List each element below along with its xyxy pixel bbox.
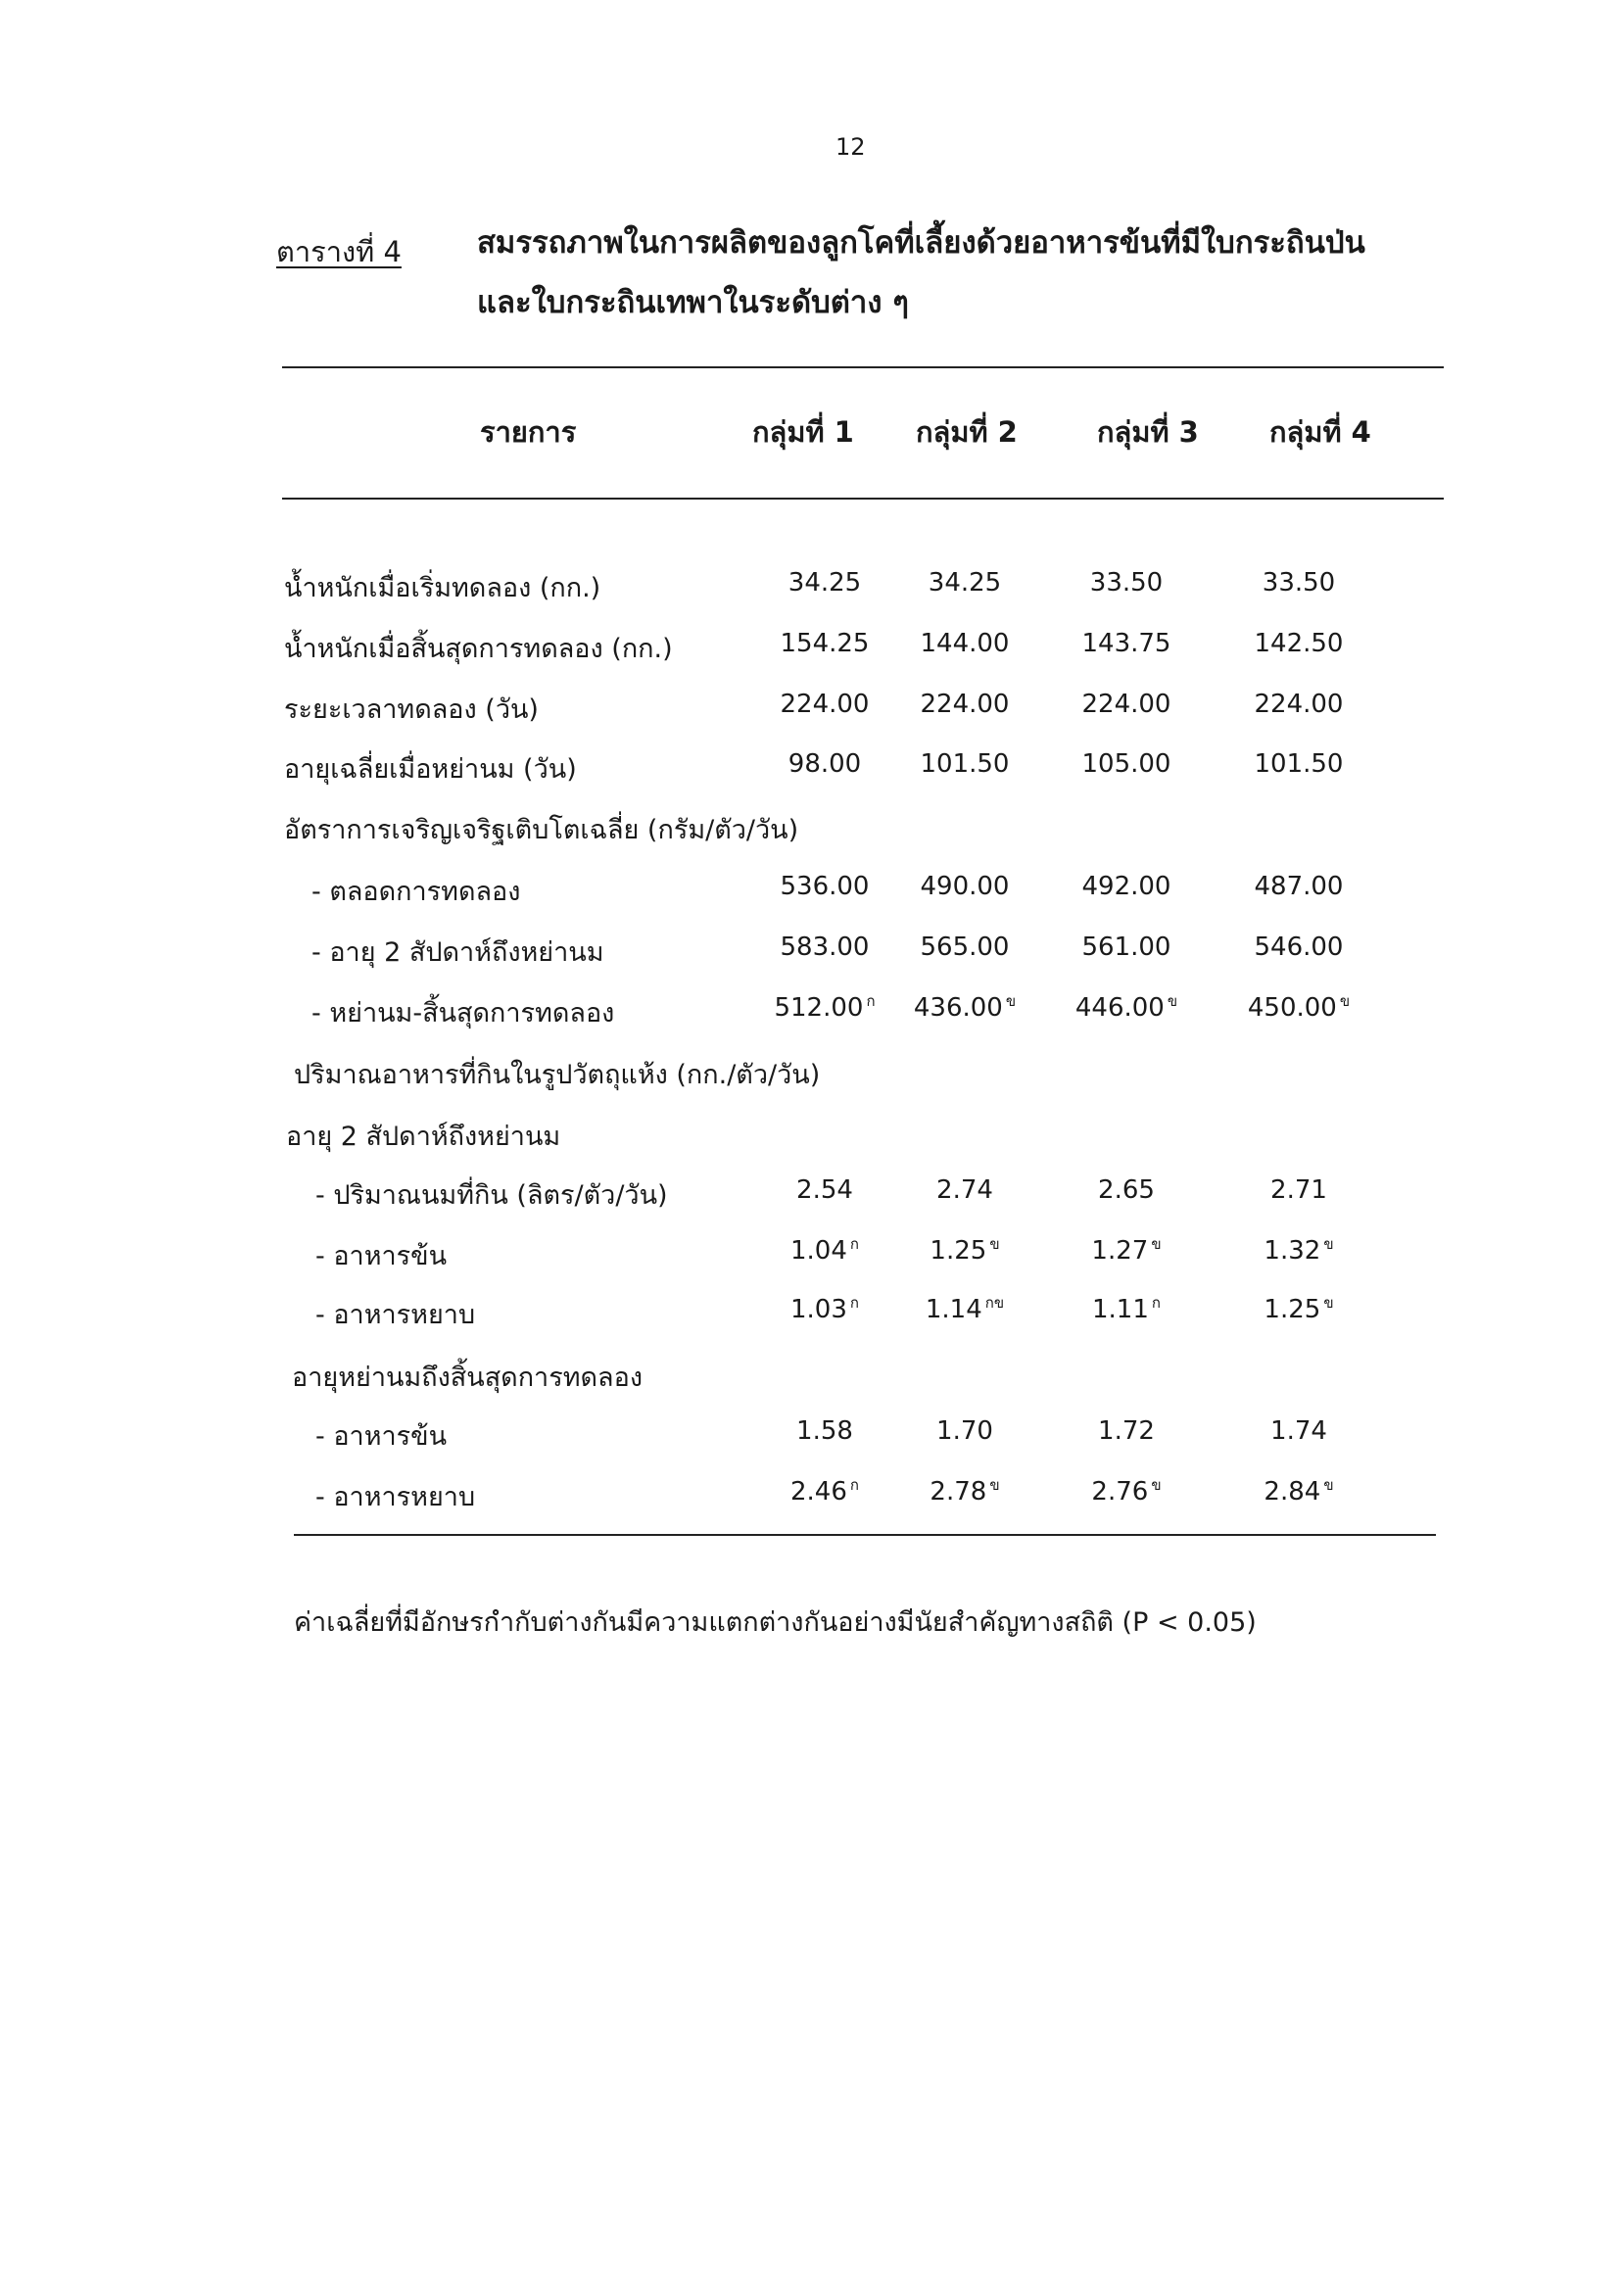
- significance-letter: ก: [866, 992, 876, 1011]
- table-cell: [751, 568, 898, 598]
- row-label: - อาหารข้น: [315, 1241, 448, 1271]
- cell-value: 1.25: [930, 1236, 987, 1266]
- table-cell: [891, 933, 1038, 962]
- cell-value: 2.74: [936, 1175, 993, 1205]
- row-label: - อาหารหยาบ: [315, 1300, 476, 1330]
- table-bottom-rule: [294, 1534, 1436, 1536]
- cell-value: 144.00: [920, 629, 1010, 658]
- cell-value: 224.00: [780, 690, 870, 719]
- cell-value: 446.00: [1074, 993, 1165, 1023]
- row-label: ระยะเวลาทดลอง (วัน): [284, 694, 539, 725]
- table-cell: [751, 1295, 898, 1324]
- cell-value: 98.00: [787, 749, 862, 779]
- header-group-2: กลุ่มที่ 2: [916, 415, 1018, 449]
- cell-value: 546.00: [1254, 933, 1344, 962]
- cell-value: 1.72: [1098, 1416, 1155, 1446]
- cell-value: 33.50: [1262, 568, 1336, 598]
- significance-letter: ข: [989, 1476, 1000, 1495]
- table-cell: [1225, 933, 1372, 962]
- row-label: - อาหารข้น: [315, 1421, 448, 1452]
- cell-value: 1.04: [790, 1236, 847, 1266]
- row-label: อัตราการเจริญเจริฐเติบโตเฉลี่ย (กรัม/ตัว/วัน): [284, 815, 799, 845]
- cell-value: 101.50: [920, 749, 1010, 779]
- table-cell: [1053, 1236, 1200, 1266]
- table-cell: [751, 1416, 898, 1446]
- significance-letter: ข: [1151, 1235, 1162, 1254]
- significance-letter: ข: [1323, 1476, 1334, 1495]
- cell-value: 154.25: [780, 629, 870, 658]
- table-cell: [891, 993, 1038, 1023]
- significance-letter: ก: [849, 1476, 859, 1495]
- significance-letter: ข: [1323, 1294, 1334, 1313]
- table-cell: [1053, 1416, 1200, 1446]
- row-label: น้ำหนักเมื่อสิ้นสุดการทดลอง (กก.): [284, 634, 673, 664]
- cell-value: 512.00: [774, 993, 864, 1023]
- row-label: - หย่านม-สิ้นสุดการทดลอง: [311, 998, 615, 1028]
- table-cell: [751, 993, 898, 1023]
- table-title-line-2: และใบกระถินเทพาในระดับต่าง ๆ: [477, 285, 909, 320]
- cell-value: 492.00: [1081, 872, 1171, 901]
- cell-value: 34.25: [928, 568, 1002, 598]
- cell-value: 561.00: [1081, 933, 1171, 962]
- cell-value: 1.70: [936, 1416, 993, 1446]
- significance-letter: ข: [1151, 1476, 1162, 1495]
- table-cell: [1053, 629, 1200, 658]
- cell-value: 1.74: [1270, 1416, 1327, 1446]
- table-cell: [1053, 690, 1200, 719]
- row-label: - ปริมาณนมที่กิน (ลิตร/ตัว/วัน): [315, 1180, 668, 1211]
- cell-value: 33.50: [1089, 568, 1164, 598]
- table-cell: [1053, 933, 1200, 962]
- table-cell: [891, 568, 1038, 598]
- row-label: อายุหย่านมถึงสิ้นสุดการทดลอง: [292, 1363, 644, 1393]
- table-cell: [891, 1477, 1038, 1507]
- significance-letter: ข: [1339, 992, 1351, 1011]
- table-top-rule: [282, 366, 1444, 368]
- header-group-3: กลุ่มที่ 3: [1097, 415, 1199, 449]
- table-cell: [1225, 629, 1372, 658]
- cell-value: 536.00: [780, 872, 870, 901]
- table-cell: [1225, 749, 1372, 779]
- table-cell: [1225, 872, 1372, 901]
- table-cell: [751, 1477, 898, 1507]
- significance-letter: ข: [1167, 992, 1178, 1011]
- cell-value: 1.32: [1264, 1236, 1321, 1266]
- table-label: ตารางที่ 4: [276, 235, 402, 268]
- cell-value: 2.84: [1264, 1477, 1321, 1507]
- table-cell: [1053, 568, 1200, 598]
- cell-value: 224.00: [1254, 690, 1344, 719]
- table-cell: [891, 629, 1038, 658]
- cell-value: 34.25: [787, 568, 862, 598]
- header-group-4: กลุ่มที่ 4: [1269, 415, 1371, 449]
- row-label: น้ำหนักเมื่อเริ่มทดลอง (กก.): [284, 573, 601, 603]
- table-cell: [1225, 993, 1372, 1023]
- cell-value: 2.54: [796, 1175, 853, 1205]
- cell-value: 490.00: [920, 872, 1010, 901]
- table-cell: [891, 1416, 1038, 1446]
- cell-value: 583.00: [780, 933, 870, 962]
- row-label: - ตลอดการทดลอง: [311, 877, 521, 907]
- table-cell: [751, 690, 898, 719]
- significance-letter: ก: [849, 1235, 859, 1254]
- table-title-line-1: สมรรถภาพในการผลิตของลูกโคที่เลี้ยงด้วยอาหารข้นที่มีใบกระถินป่น: [477, 225, 1365, 261]
- table-cell: [891, 872, 1038, 901]
- cell-value: 101.50: [1254, 749, 1344, 779]
- cell-value: 1.25: [1264, 1295, 1321, 1324]
- table-cell: [1225, 1477, 1372, 1507]
- cell-value: 1.03: [790, 1295, 847, 1324]
- cell-value: 105.00: [1081, 749, 1171, 779]
- table-cell: [751, 749, 898, 779]
- cell-value: 450.00: [1247, 993, 1337, 1023]
- table-cell: [891, 1175, 1038, 1205]
- cell-value: 224.00: [920, 690, 1010, 719]
- cell-value: 436.00: [913, 993, 1003, 1023]
- footnote: ค่าเฉลี่ยที่มีอักษรกำกับต่างกันมีความแตกต่างกันอย่างมีนัยสำคัญทางสถิติ (P < 0.05): [294, 1607, 1257, 1638]
- header-bottom-rule: [282, 498, 1444, 500]
- cell-value: 2.65: [1098, 1175, 1155, 1205]
- cell-value: 224.00: [1081, 690, 1171, 719]
- significance-letter: ข: [989, 1235, 1000, 1254]
- cell-value: 2.71: [1270, 1175, 1327, 1205]
- row-label: ปริมาณอาหารที่กินในรูปวัตถุแห้ง (กก./ตัว/วัน): [294, 1060, 821, 1090]
- table-cell: [1053, 993, 1200, 1023]
- cell-value: 1.11: [1092, 1295, 1149, 1324]
- table-cell: [751, 933, 898, 962]
- cell-value: 2.46: [790, 1477, 847, 1507]
- table-cell: [1225, 1236, 1372, 1266]
- cell-value: 142.50: [1254, 629, 1344, 658]
- table-cell: [891, 749, 1038, 779]
- table-cell: [1225, 568, 1372, 598]
- table-cell: [1053, 872, 1200, 901]
- row-label: อายุ 2 สัปดาห์ถึงหย่านม: [286, 1122, 561, 1152]
- cell-value: 1.58: [796, 1416, 853, 1446]
- table-cell: [1053, 1175, 1200, 1205]
- header-item: รายการ: [480, 415, 577, 449]
- cell-value: 487.00: [1254, 872, 1344, 901]
- row-label: อายุเฉลี่ยเมื่อหย่านม (วัน): [284, 754, 577, 785]
- page-number: 12: [835, 133, 866, 161]
- significance-letter: ข: [1005, 992, 1017, 1011]
- table-cell: [751, 1236, 898, 1266]
- row-label: - อายุ 2 สัปดาห์ถึงหย่านม: [311, 937, 604, 968]
- table-cell: [1053, 1477, 1200, 1507]
- cell-value: 1.14: [925, 1295, 982, 1324]
- cell-value: 2.76: [1091, 1477, 1149, 1507]
- table-cell: [1225, 1295, 1372, 1324]
- significance-letter: ข: [1323, 1235, 1334, 1254]
- table-cell: [1225, 1175, 1372, 1205]
- row-label: - อาหารหยาบ: [315, 1482, 476, 1512]
- table-cell: [751, 872, 898, 901]
- table-cell: [751, 629, 898, 658]
- table-cell: [891, 1236, 1038, 1266]
- significance-letter: กข: [984, 1294, 1005, 1313]
- table-cell: [1225, 1416, 1372, 1446]
- table-cell: [1225, 690, 1372, 719]
- table-cell: [891, 690, 1038, 719]
- significance-letter: ก: [1151, 1294, 1161, 1313]
- table-cell: [891, 1295, 1038, 1324]
- table-cell: [1053, 749, 1200, 779]
- table-cell: [1053, 1295, 1200, 1324]
- cell-value: 565.00: [920, 933, 1010, 962]
- cell-value: 1.27: [1091, 1236, 1149, 1266]
- header-group-1: กลุ่มที่ 1: [752, 415, 854, 449]
- cell-value: 2.78: [930, 1477, 987, 1507]
- significance-letter: ก: [849, 1294, 859, 1313]
- table-cell: [751, 1175, 898, 1205]
- cell-value: 143.75: [1081, 629, 1171, 658]
